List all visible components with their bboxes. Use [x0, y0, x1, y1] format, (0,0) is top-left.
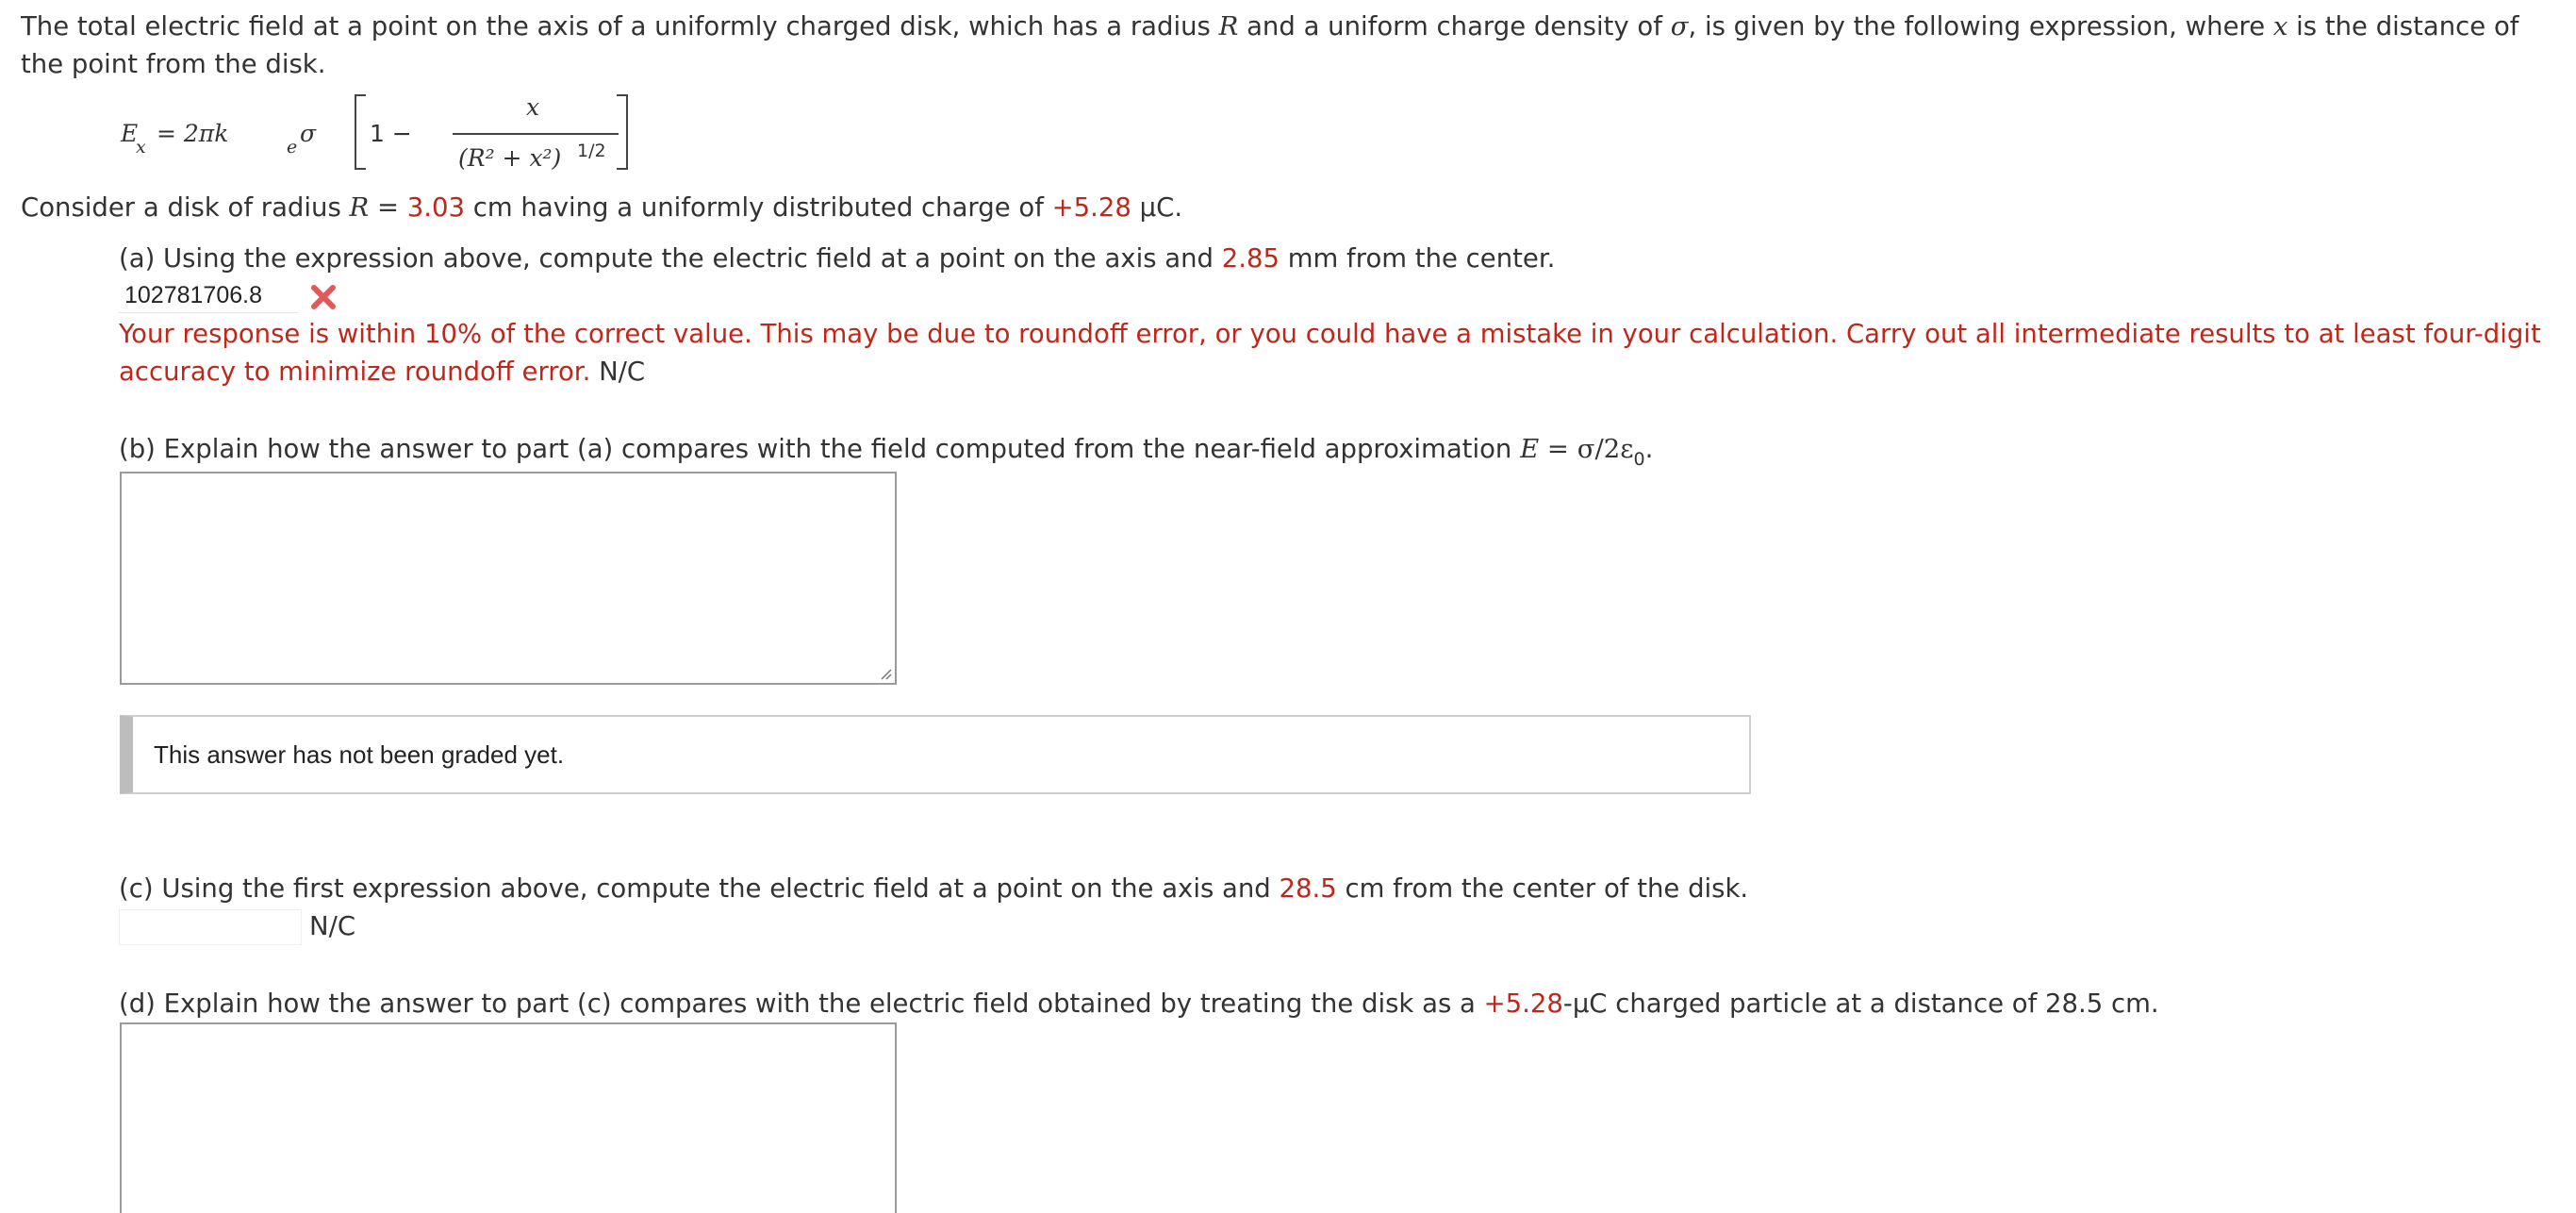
intro-text-1: The total electric field at a point on the axis of a uniformly charged disk, which has a radius: [21, 11, 1219, 42]
given-values: [21, 189, 1182, 226]
part-c-unit: N/C: [309, 911, 356, 941]
consider-text-3: cm having a uniformly distributed charge of: [465, 192, 1052, 223]
eq-factor: = 2πk: [157, 120, 229, 147]
grading-status-text: This answer has not been graded yet.: [154, 740, 565, 769]
part-d-charge: +5.28: [1483, 989, 1563, 1019]
part-b-question: [119, 430, 1653, 471]
part-b-text-3: .: [1644, 434, 1654, 464]
intro-text-3: , is given by the following expression, where: [1688, 11, 2273, 42]
grading-status-box: [120, 715, 1751, 794]
part-c-answer-input[interactable]: [119, 909, 302, 945]
eq-one-minus: 1 −: [370, 120, 412, 147]
part-b-text-1: (b) Explain how the answer to part (a) compares with the field computed from the near-field approximation: [119, 434, 1521, 464]
part-d-text-2: -μC charged particle at a distance of 28.5 cm.: [1562, 989, 2159, 1019]
part-d-answer-textarea[interactable]: [120, 1022, 897, 1213]
eq-lhs: E: [121, 120, 139, 147]
part-a-text-2: mm from the center.: [1280, 243, 1556, 274]
consider-var-r: R: [349, 192, 370, 223]
resize-grip-icon[interactable]: [879, 667, 892, 680]
part-b-formula: = σ/2ε: [1539, 434, 1634, 464]
field-equation: [117, 87, 606, 181]
intro-var-x: x: [2272, 11, 2288, 42]
part-a-distance: 2.85: [1221, 243, 1280, 274]
radius-value: 3.03: [406, 192, 466, 223]
intro-text-4: is the distance of the point from the disk.: [21, 11, 2519, 79]
eq-right-bracket: [617, 94, 628, 170]
part-a-unit: N/C: [590, 357, 646, 387]
part-d-text-1: (d) Explain how the answer to part (c) compares with the electric field obtained by treating the disk as a: [119, 989, 1484, 1019]
problem-intro: [21, 8, 2557, 83]
part-c-text-1: (c) Using the first expression above, compute the electric field at a point on the axis and: [119, 873, 1280, 904]
part-a-feedback-message: Your response is within 10% of the correct value. This may be due to roundoff error, or you could have a mistake in your calculation. Carry out all intermediate results to at least four-digit accuracy to minimize roundoff error.: [119, 319, 2541, 387]
intro-var-r: R: [1218, 11, 1239, 42]
eq-denominator: (R² + x²): [458, 144, 562, 172]
eq-exponent: 1/2: [577, 141, 606, 161]
part-a-question: [119, 240, 1555, 277]
consider-text-1: Consider a disk of radius: [21, 192, 350, 223]
charge-value: +5.28: [1051, 192, 1131, 223]
part-d-question: [119, 985, 2159, 1022]
x-mark-icon: [309, 283, 338, 311]
part-c-text-2: cm from the center of the disk.: [1336, 873, 1749, 904]
part-b-answer-textarea[interactable]: [120, 472, 897, 685]
consider-text-2: =: [369, 192, 407, 223]
part-c-question: [119, 870, 1748, 907]
consider-text-4: μC.: [1131, 192, 1183, 223]
part-a-feedback: [119, 315, 2561, 390]
eq-numerator: x: [526, 93, 540, 121]
intro-text-2: and a uniform charge density of: [1238, 11, 1671, 42]
eq-lhs-sub: x: [136, 137, 146, 158]
part-b-sub-zero: 0: [1633, 449, 1645, 470]
eq-ke-sub: e: [287, 137, 298, 158]
eq-sigma: σ: [300, 120, 317, 147]
intro-var-sigma: σ: [1670, 11, 1689, 42]
part-c-distance: 28.5: [1279, 873, 1337, 904]
part-a-text-1: (a) Using the expression above, compute the electric field at a point on the axis and: [119, 243, 1222, 274]
part-b-var-e: E: [1520, 434, 1540, 464]
eq-left-bracket: [355, 94, 366, 170]
part-a-answer-input[interactable]: [119, 279, 298, 313]
